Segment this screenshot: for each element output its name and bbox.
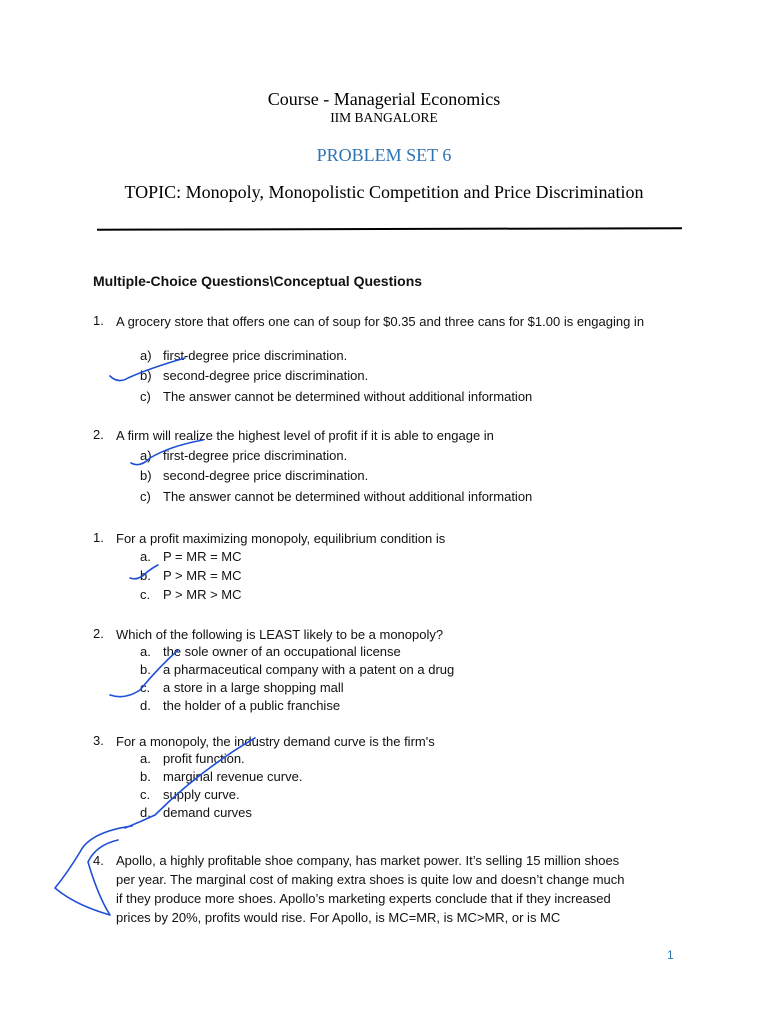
option-label: b.: [140, 662, 151, 677]
question-text: For a monopoly, the industry demand curve is the firm's: [116, 734, 435, 749]
question-number: 2.: [93, 427, 104, 442]
option-text: demand curves: [163, 805, 252, 820]
option-label: c.: [140, 587, 151, 602]
option-text: first-degree price discrimination.: [163, 348, 348, 363]
section-heading: Multiple-Choice Questions\Conceptual Questions: [93, 273, 423, 289]
option-text: profit function.: [163, 751, 245, 766]
option-text: the holder of a public franchise: [163, 698, 341, 713]
option-text: second-degree price discrimination.: [163, 368, 369, 383]
option-label: a.: [140, 644, 151, 659]
question-number: 2.: [93, 626, 104, 641]
option-label: c): [140, 489, 151, 504]
title-divider: [97, 227, 682, 231]
problem-set-title: PROBLEM SET 6: [316, 145, 452, 165]
option-text: second-degree price discrimination.: [163, 468, 369, 483]
question-text-line: prices by 20%, profits would rise. For Apollo, is MC=MR, is MC>MR, or is MC: [116, 910, 561, 925]
question-text: A firm will realize the highest level of profit if it is able to engage in: [116, 428, 494, 443]
question-text-line: Apollo, a highly profitable shoe company, has market power. It’s selling 15 million shoes: [116, 853, 620, 868]
option-label: c.: [140, 787, 151, 802]
question-text: For a profit maximizing monopoly, equilibrium condition is: [116, 531, 446, 546]
question-number: 1.: [93, 530, 104, 545]
question-text-line: per year. The marginal cost of making extra shoes is quite low and doesn’t change much: [116, 872, 625, 887]
question-text: A grocery store that offers one can of soup for $0.35 and three cans for $1.00 is engaging in: [116, 314, 645, 329]
option-text: P > MR > MC: [163, 587, 242, 602]
option-label: c): [140, 389, 151, 404]
option-text: a store in a large shopping mall: [163, 680, 344, 695]
question-number: 3.: [93, 733, 104, 748]
option-text: The answer cannot be determined without additional information: [163, 489, 533, 504]
option-text: the sole owner of an occupational license: [163, 644, 401, 659]
option-text: The answer cannot be determined without additional information: [163, 389, 533, 404]
page-number: 1: [667, 948, 674, 962]
option-text: first-degree price discrimination.: [163, 448, 348, 463]
option-label: b): [140, 368, 152, 383]
option-text: marginal revenue curve.: [163, 769, 303, 784]
option-label: b): [140, 468, 152, 483]
question-text-line: if they produce more shoes. Apollo’s marketing experts conclude that if they increased: [116, 891, 611, 906]
option-text: P = MR = MC: [163, 549, 242, 564]
question-number: 1.: [93, 313, 104, 328]
option-label: b.: [140, 769, 151, 784]
option-label: c.: [140, 680, 151, 695]
option-text: a pharmaceutical company with a patent on a drug: [163, 662, 455, 677]
question-text: Which of the following is LEAST likely to be a monopoly?: [116, 627, 444, 642]
course-title: Course - Managerial Economics: [267, 89, 501, 109]
option-label: d.: [140, 698, 151, 713]
topic-title: TOPIC: Monopoly, Monopolistic Competition and Price Discrimination: [124, 182, 644, 202]
option-label: b.: [140, 568, 151, 583]
question-number: 4.: [93, 853, 104, 868]
option-label: a): [140, 448, 152, 463]
option-label: a): [140, 348, 152, 363]
option-label: a.: [140, 751, 151, 766]
option-label: d.: [140, 805, 151, 820]
option-label: a.: [140, 549, 151, 564]
option-text: supply curve.: [163, 787, 240, 802]
option-text: P > MR = MC: [163, 568, 242, 583]
institution-name: IIM BANGALORE: [330, 110, 438, 125]
